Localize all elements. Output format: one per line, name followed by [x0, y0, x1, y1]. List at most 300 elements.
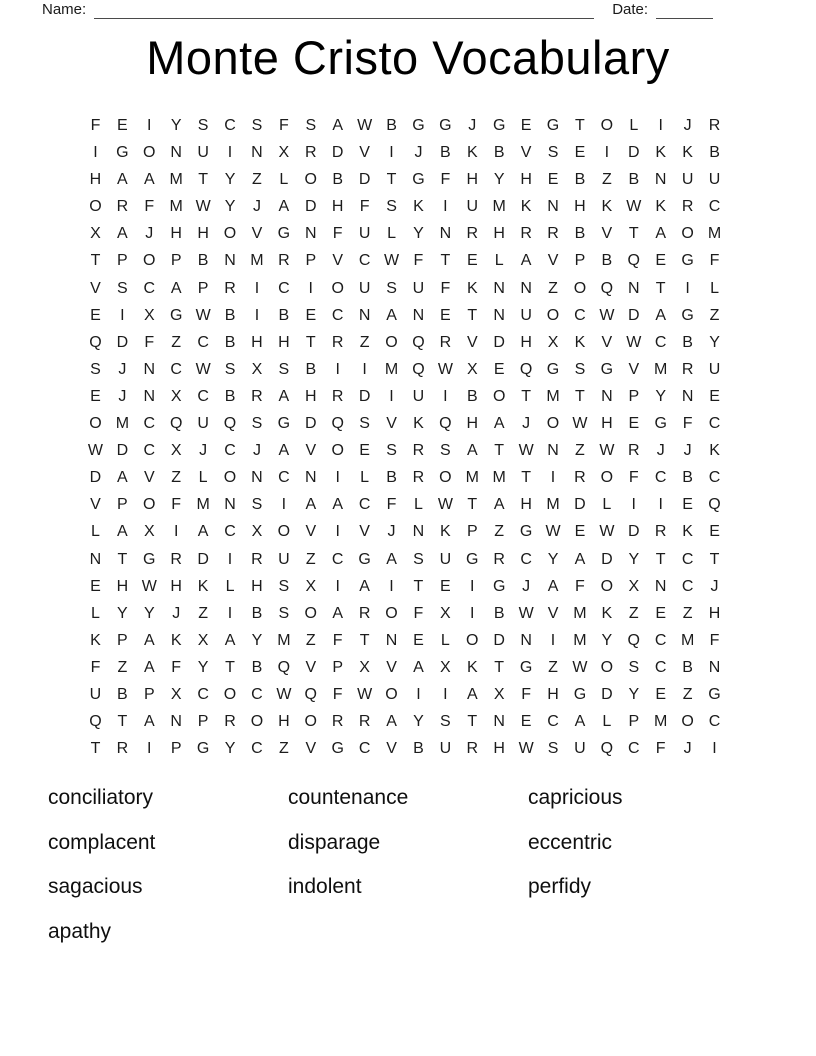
grid-cell: B [682, 469, 693, 487]
grid-cell: G [116, 144, 129, 162]
grid-cell: J [145, 225, 154, 243]
grid-cell: O [223, 685, 237, 703]
grid-cell: W [357, 685, 373, 703]
grid-cell: Q [627, 252, 640, 270]
grid-cell: S [386, 442, 397, 460]
grid-cell: H [331, 198, 344, 216]
grid-cell: L [494, 252, 504, 270]
grid-cell: Z [682, 685, 693, 703]
grid-cell: J [118, 360, 127, 378]
grid-cell: H [547, 685, 559, 703]
grid-cell: W [195, 306, 211, 324]
grid-cell: H [520, 333, 532, 351]
grid-cell: I [254, 306, 260, 324]
word-list-column [48, 776, 288, 954]
grid-cell: M [680, 631, 695, 649]
grid-cell: V [601, 333, 613, 351]
grid-cell: A [117, 171, 128, 189]
grid-cell: I [254, 279, 260, 297]
date-label: Date: [612, 1, 649, 18]
grid-cell: C [520, 550, 532, 568]
grid-cell: T [90, 740, 101, 758]
grid-cell: F [440, 279, 451, 297]
grid-cell: A [493, 496, 505, 514]
grid-cell: K [197, 577, 209, 595]
grid-cell: X [466, 360, 478, 378]
grid-cell: F [90, 658, 101, 676]
grid-cell: M [546, 496, 560, 514]
grid-cell: B [574, 171, 586, 189]
grid-cell: Z [305, 631, 316, 649]
grid-cell: L [602, 496, 612, 514]
grid-cell: I [173, 523, 179, 541]
grid-cell: A [359, 577, 370, 595]
grid-cell: H [170, 577, 182, 595]
grid-cell: H [466, 415, 479, 433]
grid-cell: J [414, 144, 423, 162]
grid-cell: T [655, 550, 666, 568]
grid-cell: K [466, 144, 478, 162]
grid-cell: U [412, 279, 425, 297]
grid-cell: D [305, 198, 317, 216]
grid-cell: E [440, 306, 451, 324]
grid-cell: G [169, 306, 183, 324]
grid-cell: D [493, 333, 505, 351]
grid-cell: N [251, 469, 263, 487]
grid-cell: C [143, 279, 156, 297]
grid-cell: B [224, 387, 236, 405]
grid-cell: Z [548, 279, 558, 297]
grid-cell: S [547, 740, 559, 758]
word-list-item: eccentric [528, 830, 613, 854]
grid-cell: W [545, 523, 561, 541]
grid-cell: Q [519, 360, 533, 378]
grid-cell: X [440, 604, 451, 622]
grid-cell: O [439, 469, 452, 487]
date-blank-line [656, 3, 713, 19]
grid-cell: Q [331, 415, 344, 433]
grid-cell: X [251, 523, 263, 541]
grid-cell: C [628, 740, 640, 758]
grid-cell: C [654, 469, 667, 487]
grid-cell: G [546, 360, 560, 378]
grid-cell: X [305, 577, 317, 595]
grid-cell: L [387, 225, 396, 243]
grid-cell: U [708, 171, 721, 189]
grid-cell: Q [223, 415, 237, 433]
grid-cell: I [335, 469, 340, 487]
grid-cell: Z [682, 604, 693, 622]
grid-cell: T [494, 442, 505, 460]
grid-cell: S [251, 496, 263, 514]
grid-cell: Z [252, 171, 262, 189]
grid-cell: F [332, 685, 343, 703]
grid-cell: N [493, 306, 505, 324]
grid-cell: J [522, 415, 531, 433]
grid-cell: I [335, 523, 340, 541]
grid-cell: M [277, 631, 291, 649]
grid-cell: X [143, 523, 155, 541]
grid-cell: W [383, 252, 400, 270]
grid-cell: N [224, 252, 236, 270]
grid-cell: Z [305, 550, 316, 568]
grid-cell: F [144, 198, 155, 216]
grid-cell: I [470, 604, 475, 622]
grid-cell: Z [709, 306, 720, 324]
grid-cell: N [358, 306, 371, 324]
grid-cell: B [251, 604, 263, 622]
grid-cell: M [465, 469, 479, 487]
grid-cell: T [521, 469, 531, 487]
grid-cell: P [117, 252, 128, 270]
grid-cell: J [118, 387, 127, 405]
grid-cell: C [358, 252, 371, 270]
grid-cell: B [305, 360, 317, 378]
grid-cell: F [413, 604, 424, 622]
grid-cell: Y [251, 631, 263, 649]
grid-cell: X [143, 306, 155, 324]
grid-cell: U [358, 279, 371, 297]
grid-cell: F [655, 740, 666, 758]
grid-cell: F [628, 469, 639, 487]
grid-cell: A [574, 713, 586, 731]
grid-cell: K [682, 523, 693, 541]
grid-cell: C [251, 685, 263, 703]
grid-cell: W [87, 442, 103, 460]
grid-cell: O [143, 496, 156, 514]
grid-cell: G [143, 550, 156, 568]
grid-cell: T [628, 225, 639, 243]
grid-cell: A [117, 469, 128, 487]
grid-cell: W [195, 360, 211, 378]
grid-cell: N [547, 198, 559, 216]
grid-cell: N [305, 469, 317, 487]
grid-cell: H [520, 496, 532, 514]
grid-cell: X [170, 442, 182, 460]
grid-cell: N [708, 658, 721, 676]
grid-cell: O [492, 387, 506, 405]
grid-cell: S [251, 117, 263, 134]
grid-cell: T [467, 713, 478, 731]
grid-cell: Y [143, 604, 155, 622]
grid-cell: M [169, 171, 183, 189]
grid-cell: K [466, 279, 478, 297]
grid-cell: L [225, 577, 235, 595]
grid-cell: Z [575, 442, 585, 460]
grid-cell: G [466, 550, 479, 568]
grid-cell: K [601, 198, 613, 216]
grid-cell: C [708, 469, 721, 487]
grid-cell: F [386, 496, 397, 514]
grid-cell: N [224, 496, 236, 514]
grid-cell: M [250, 252, 264, 270]
grid-cell: A [197, 523, 209, 541]
grid-cell: O [89, 198, 102, 216]
grid-cell: A [224, 631, 236, 649]
grid-cell: R [574, 469, 586, 487]
grid-cell: B [251, 658, 263, 676]
grid-cell: D [493, 631, 505, 649]
grid-cell: R [439, 333, 452, 351]
grid-cell: V [386, 740, 397, 758]
grid-cell: B [197, 252, 209, 270]
grid-cell: O [573, 279, 587, 297]
grid-cell: O [89, 415, 102, 433]
grid-cell: K [520, 198, 532, 216]
grid-cell: F [413, 252, 424, 270]
grid-cell: X [251, 360, 263, 378]
grid-cell: S [251, 415, 263, 433]
grid-cell: E [440, 577, 451, 595]
grid-cell: F [144, 333, 155, 351]
grid-cell: C [708, 415, 721, 433]
grid-cell: N [385, 631, 398, 649]
word-list-item: perfidy [528, 875, 592, 898]
grid-cell: G [412, 117, 425, 134]
grid-cell: U [89, 685, 102, 703]
grid-cell: G [358, 550, 371, 568]
grid-cell: Q [439, 415, 452, 433]
grid-cell: N [493, 279, 505, 297]
grid-cell: J [199, 442, 208, 460]
grid-cell: H [305, 387, 317, 405]
grid-cell: R [116, 740, 129, 758]
word-list-item: complacent [48, 830, 156, 854]
grid-cell: N [251, 144, 263, 162]
grid-cell: Q [304, 685, 317, 703]
grid-cell: T [655, 279, 666, 297]
grid-cell: P [466, 523, 478, 541]
grid-cell: V [359, 144, 370, 162]
grid-cell: W [437, 360, 453, 378]
grid-cell: W [572, 658, 588, 676]
grid-cell: I [443, 685, 448, 703]
grid-cell: A [117, 225, 128, 243]
grid-cell: Y [493, 171, 505, 189]
grid-cell: V [90, 496, 101, 514]
grid-cell: S [440, 442, 451, 460]
grid-cell: O [143, 252, 156, 270]
grid-cell: R [170, 550, 182, 568]
header [42, 1, 737, 19]
grid-cell: Q [708, 496, 721, 514]
grid-cell: M [546, 387, 560, 405]
word-list-item: countenance [288, 786, 409, 809]
grid-cell: C [708, 198, 721, 216]
grid-cell: A [466, 442, 478, 460]
grid-cell: T [117, 550, 128, 568]
grid-cell: A [305, 496, 317, 514]
grid-cell: I [227, 144, 233, 162]
grid-cell: V [251, 225, 263, 243]
grid-cell: O [304, 171, 317, 189]
grid-cell: W [518, 604, 534, 622]
grid-cell: P [332, 658, 344, 676]
grid-cell: B [386, 117, 397, 134]
grid-cell: Y [170, 117, 182, 134]
grid-cell: O [304, 713, 317, 731]
grid-cell: U [197, 415, 209, 433]
grid-cell: E [655, 252, 667, 270]
grid-cell: Q [600, 279, 614, 297]
grid-cell: M [573, 604, 587, 622]
grid-cell: X [170, 387, 182, 405]
grid-cell: N [628, 279, 640, 297]
grid-cell: P [117, 496, 128, 514]
grid-cell: H [251, 333, 263, 351]
name-label: Name: [42, 1, 87, 18]
grid-cell: G [519, 658, 533, 676]
grid-cell: O [250, 713, 264, 731]
grid-cell: J [387, 523, 396, 541]
grid-cell: L [440, 631, 450, 649]
grid-cell: L [91, 523, 100, 541]
grid-cell: S [440, 713, 451, 731]
grid-cell: I [308, 279, 313, 297]
grid-cell: R [331, 333, 344, 351]
grid-cell: O [385, 685, 398, 703]
grid-cell: T [305, 333, 316, 351]
grid-cell: A [655, 225, 667, 243]
grid-cell: R [681, 198, 694, 216]
grid-cell: Z [628, 604, 639, 622]
grid-cell: L [413, 496, 423, 514]
grid-cell: O [277, 523, 291, 541]
grid-cell: W [626, 198, 642, 216]
grid-cell: I [362, 360, 367, 378]
grid-cell: N [654, 171, 667, 189]
grid-cell: L [710, 279, 719, 297]
grid-cell: K [601, 604, 613, 622]
grid-cell: N [170, 713, 182, 731]
grid-cell: E [574, 523, 586, 541]
grid-cell: I [281, 496, 287, 514]
grid-cell: O [546, 415, 560, 433]
grid-cell: P [197, 279, 209, 297]
grid-cell: K [709, 442, 720, 460]
grid-cell: N [143, 387, 156, 405]
grid-cell: N [143, 360, 156, 378]
grid-cell: B [682, 658, 693, 676]
grid-cell: E [628, 415, 640, 433]
grid-cell: G [573, 685, 587, 703]
grid-cell: C [654, 631, 667, 649]
grid-cell: S [574, 360, 586, 378]
grid-cell: W [599, 306, 615, 324]
grid-cell: A [574, 550, 586, 568]
grid-cell: D [331, 144, 344, 162]
grid-cell: R [547, 225, 559, 243]
grid-cell: F [359, 198, 370, 216]
grid-cell: V [601, 225, 613, 243]
grid-cell: M [654, 713, 668, 731]
grid-cell: U [197, 144, 209, 162]
grid-cell: C [224, 523, 236, 541]
grid-cell: R [278, 252, 290, 270]
grid-cell: O [466, 631, 479, 649]
grid-cell: Y [224, 171, 236, 189]
grid-cell: L [279, 171, 289, 189]
grid-cell: P [305, 252, 317, 270]
word-list-item: apathy [48, 919, 112, 943]
word-list-item: disparage [288, 830, 381, 854]
grid-cell: I [443, 387, 448, 405]
grid-cell: A [493, 415, 505, 433]
grid-cell: C [358, 740, 371, 758]
grid-cell: U [520, 306, 532, 324]
grid-cell: W [572, 415, 588, 433]
grid-cell: D [628, 144, 640, 162]
grid-cell: D [197, 550, 209, 568]
grid-cell: R [520, 225, 532, 243]
grid-cell: S [278, 604, 290, 622]
grid-cell: Y [224, 198, 236, 216]
grid-cell: G [654, 415, 667, 433]
grid-cell: E [709, 387, 720, 405]
grid-cell: J [172, 604, 181, 622]
grid-cell: I [712, 740, 717, 758]
grid-cell: K [466, 658, 478, 676]
grid-cell: Z [171, 469, 182, 487]
grid-cell: Q [89, 713, 102, 731]
grid-cell: R [116, 198, 129, 216]
grid-cell: F [171, 496, 182, 514]
grid-cell: Y [547, 550, 559, 568]
grid-cell: R [708, 117, 721, 134]
grid-cell: Y [117, 604, 128, 622]
grid-cell: A [520, 252, 532, 270]
word-list-column [288, 776, 528, 954]
grid-cell: V [305, 658, 317, 676]
grid-cell: B [493, 604, 505, 622]
grid-cell: U [466, 198, 479, 216]
grid-cell: H [116, 577, 129, 595]
grid-cell: T [575, 117, 585, 134]
word-list-column [528, 776, 768, 954]
grid-cell: R [466, 740, 479, 758]
grid-cell: N [89, 550, 102, 568]
grid-cell: J [468, 117, 477, 134]
grid-cell: F [440, 171, 451, 189]
grid-cell: W [599, 523, 615, 541]
grid-cell: O [385, 333, 398, 351]
grid-cell: S [305, 117, 317, 134]
grid-cell: H [251, 577, 263, 595]
grid-cell: M [169, 198, 183, 216]
grid-cell: G [277, 225, 291, 243]
grid-cell: R [331, 713, 344, 731]
grid-cell: H [520, 171, 532, 189]
grid-cell: W [626, 333, 642, 351]
grid-cell: I [389, 144, 394, 162]
grid-cell: R [628, 442, 640, 460]
grid-cell: O [304, 604, 317, 622]
grid-cell: K [655, 198, 667, 216]
grid-cell: M [707, 225, 722, 243]
grid-cell: G [277, 415, 291, 433]
grid-cell: O [681, 225, 694, 243]
grid-cell: X [90, 225, 101, 243]
grid-cell: I [120, 306, 125, 324]
grid-cell: T [413, 577, 424, 595]
word-list-item: sagacious [48, 875, 143, 898]
grid-cell: O [223, 225, 237, 243]
grid-cell: C [358, 496, 371, 514]
grid-cell: F [171, 658, 182, 676]
grid-cell: B [601, 252, 613, 270]
grid-cell: I [658, 496, 663, 514]
grid-cell: B [466, 387, 478, 405]
